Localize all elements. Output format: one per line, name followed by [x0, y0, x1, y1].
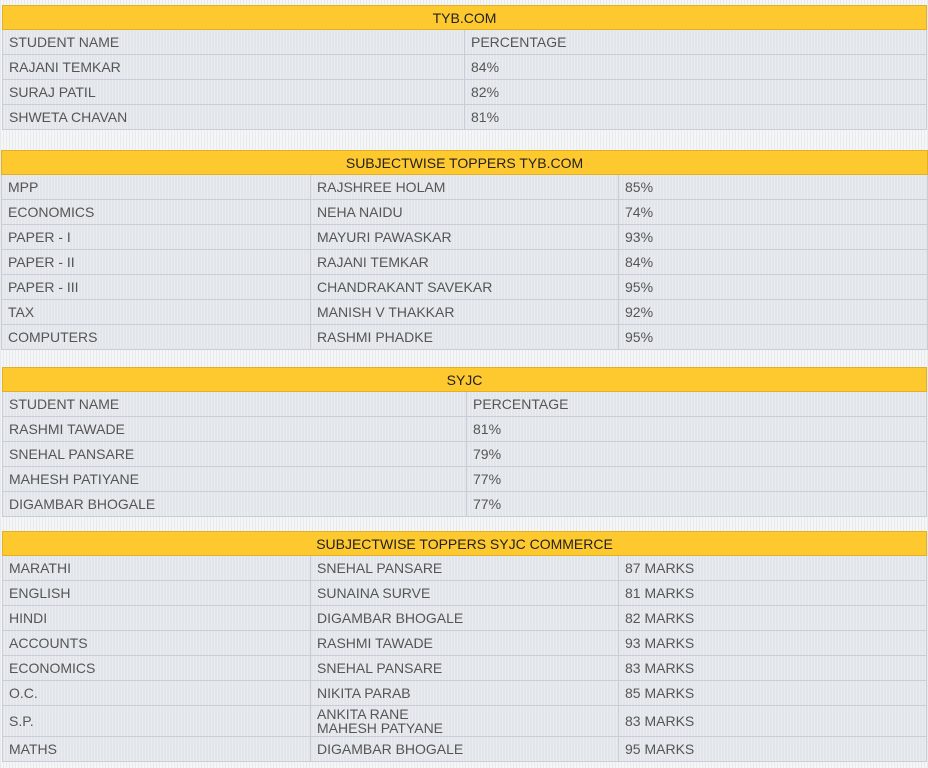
percentage-cell: 74% [619, 200, 928, 225]
percentage-cell: 79% [467, 442, 927, 467]
subject-cell: ECONOMICS [2, 200, 311, 225]
table-row [2, 175, 928, 200]
marks-cell: 85 MARKS [619, 681, 927, 706]
marks-cell: 81 MARKS [619, 581, 927, 606]
subject-cell: PAPER - II [2, 250, 311, 275]
marks-cell: 82 MARKS [619, 606, 927, 631]
subject-cell: ECONOMICS [3, 656, 311, 681]
student-name-cell: SNEHAL PANSARE [311, 556, 619, 581]
percentage-cell: 81% [465, 105, 927, 130]
syjc-results-table [2, 367, 927, 517]
student-name-cell: SHWETA CHAVAN [3, 105, 465, 130]
percentage-cell: 95% [619, 325, 928, 350]
tybcom-results-table [2, 5, 927, 130]
percentage-cell: 93% [619, 225, 928, 250]
table-title-row [3, 6, 927, 30]
percentage-cell: 92% [619, 300, 928, 325]
student-name-cell: RAJSHREE HOLAM [311, 175, 619, 200]
marks-cell: 95 MARKS [619, 737, 927, 762]
student-name-cell: SURAJ PATIL [3, 80, 465, 105]
table-row [2, 250, 928, 275]
column-header-percentage: PERCENTAGE [467, 392, 927, 417]
table-row [3, 492, 927, 517]
table-header-row [3, 30, 927, 55]
table-title: SUBJECTWISE TOPPERS TYB.COM [2, 151, 928, 175]
table-row [2, 225, 928, 250]
marks-cell: 93 MARKS [619, 631, 927, 656]
table-title-row [3, 368, 927, 392]
column-header-percentage: PERCENTAGE [465, 30, 927, 55]
table-row [2, 200, 928, 225]
subject-cell: MARATHI [3, 556, 311, 581]
table-row [3, 581, 927, 606]
subject-cell: MPP [2, 175, 311, 200]
subject-cell: S.P. [3, 706, 311, 737]
table-row [2, 325, 928, 350]
student-name-cell: MAHESH PATIYANE [3, 467, 467, 492]
percentage-cell: 77% [467, 467, 927, 492]
table-title-row [3, 532, 927, 556]
student-name-cell: RASHMI TAWADE [311, 631, 619, 656]
student-name-cell: SNEHAL PANSARE [311, 656, 619, 681]
table-row [3, 55, 927, 80]
subject-cell: TAX [2, 300, 311, 325]
student-name-line: ANKITA RANE [317, 706, 409, 722]
marks-cell: 83 MARKS [619, 706, 927, 737]
student-name-cell: DIGAMBAR BHOGALE [311, 737, 619, 762]
student-name-cell: NIKITA PARAB [311, 681, 619, 706]
table-row [3, 80, 927, 105]
table-row [2, 275, 928, 300]
student-name-cell: RASHMI PHADKE [311, 325, 619, 350]
percentage-cell: 95% [619, 275, 928, 300]
subject-cell: MATHS [3, 737, 311, 762]
table-title: SYJC [3, 368, 927, 392]
column-header-student-name: STUDENT NAME [3, 30, 465, 55]
subject-cell: PAPER - III [2, 275, 311, 300]
table-row [3, 631, 927, 656]
table-title: TYB.COM [3, 6, 927, 30]
table-row [3, 442, 927, 467]
tybcom-subject-toppers-table [1, 150, 928, 350]
student-name-line: MAHESH PATYANE [317, 720, 444, 736]
table-row [3, 467, 927, 492]
column-header-student-name: STUDENT NAME [3, 392, 467, 417]
table-row [3, 417, 927, 442]
student-name-cell: RAJANI TEMKAR [311, 250, 619, 275]
table-title: SUBJECTWISE TOPPERS SYJC COMMERCE [3, 532, 927, 556]
student-name-cell: MANISH V THAKKAR [311, 300, 619, 325]
table-row [3, 656, 927, 681]
subject-cell: COMPUTERS [2, 325, 311, 350]
table-row [3, 681, 927, 706]
marks-cell: 83 MARKS [619, 656, 927, 681]
table-row [3, 737, 927, 762]
table-row [3, 606, 927, 631]
subject-cell: PAPER - I [2, 225, 311, 250]
table-header-row [3, 392, 927, 417]
percentage-cell: 85% [619, 175, 928, 200]
table-row [3, 706, 927, 737]
student-name-cell: RASHMI TAWADE [3, 417, 467, 442]
percentage-cell: 84% [465, 55, 927, 80]
student-name-cell: CHANDRAKANT SAVEKAR [311, 275, 619, 300]
table-row [2, 300, 928, 325]
student-names-cell [311, 706, 619, 737]
table-title-row [2, 151, 928, 175]
student-name-cell: MAYURI PAWASKAR [311, 225, 619, 250]
student-name-cell: DIGAMBAR BHOGALE [311, 606, 619, 631]
subject-cell: ENGLISH [3, 581, 311, 606]
subject-cell: O.C. [3, 681, 311, 706]
subject-cell: ACCOUNTS [3, 631, 311, 656]
student-name-cell: RAJANI TEMKAR [3, 55, 465, 80]
student-name-cell: SUNAINA SURVE [311, 581, 619, 606]
student-name-cell: SNEHAL PANSARE [3, 442, 467, 467]
syjc-subject-toppers-table [2, 531, 927, 762]
table-row [3, 105, 927, 130]
student-name-cell: NEHA NAIDU [311, 200, 619, 225]
percentage-cell: 82% [465, 80, 927, 105]
percentage-cell: 84% [619, 250, 928, 275]
percentage-cell: 77% [467, 492, 927, 517]
table-row [3, 556, 927, 581]
subject-cell: HINDI [3, 606, 311, 631]
marks-cell: 87 MARKS [619, 556, 927, 581]
student-name-cell: DIGAMBAR BHOGALE [3, 492, 467, 517]
percentage-cell: 81% [467, 417, 927, 442]
